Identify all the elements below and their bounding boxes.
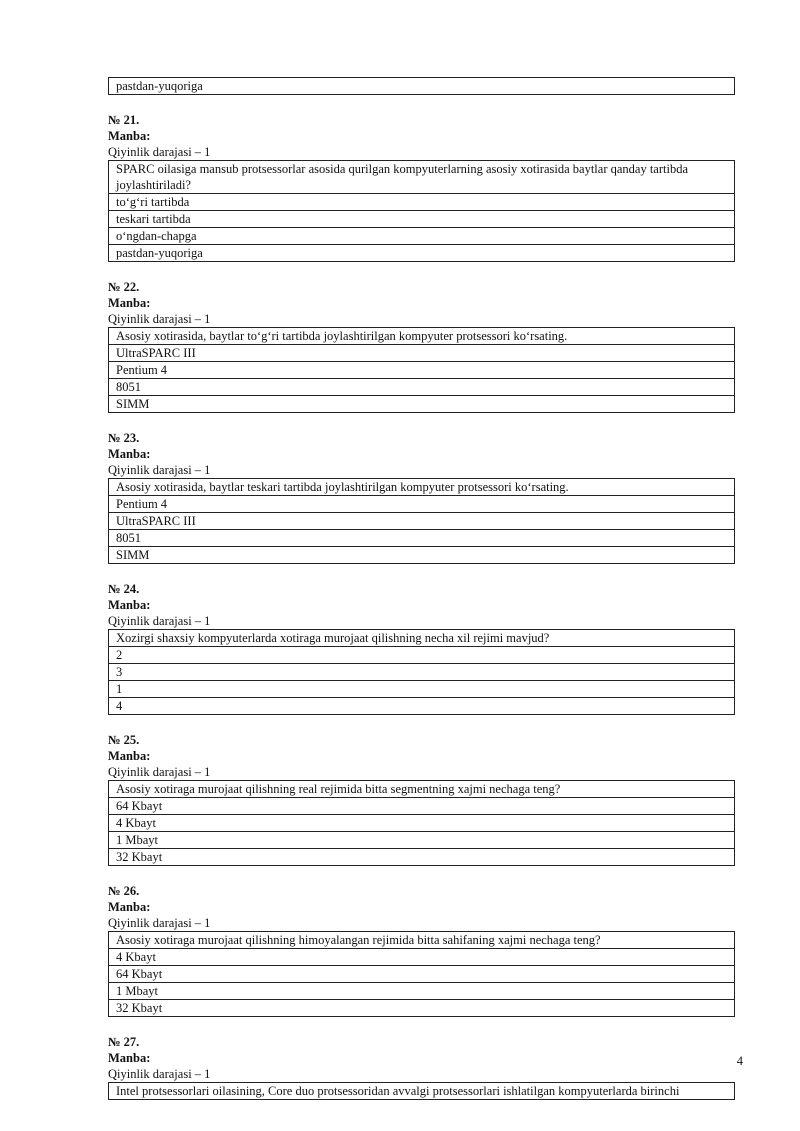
answer-option: SIMM (109, 547, 735, 564)
difficulty-level: Qiyinlik darajasi – 1 (108, 312, 211, 326)
table-row (109, 530, 735, 547)
question-text: Asosiy xotirasida, baytlar to‘g‘ri tartibda joylashtirilgan kompyuter protsessori ko‘rsating. (109, 328, 735, 345)
answer-option: 4 Kbayt (109, 815, 735, 832)
table-row (109, 396, 735, 413)
question-block (108, 883, 735, 1017)
table-row (109, 547, 735, 564)
question-table (108, 931, 735, 1017)
question-block (108, 279, 735, 413)
question-block (108, 112, 735, 262)
question-block (108, 732, 735, 866)
answer-option: 1 (109, 681, 735, 698)
question-text: SPARC oilasiga mansub protsessorlar asosida qurilgan kompyuterlarning asosiy xotirasida baytlar qanday tartibda joylashtiriladi? (109, 161, 735, 194)
table-row (109, 194, 735, 211)
answer-option: 2 (109, 647, 735, 664)
table-row (109, 832, 735, 849)
question-table (108, 327, 735, 413)
question-number: № 27. (108, 1035, 140, 1049)
table-row (109, 966, 735, 983)
question-text: Xozirgi shaxsiy kompyuterlarda xotiraga murojaat qilishning necha xil rejimi mavjud? (109, 630, 735, 647)
answer-option: UltraSPARC III (109, 345, 735, 362)
table-row (109, 949, 735, 966)
question-table (108, 1082, 735, 1100)
question-text: Intel protsessorlari oilasining, Core duo protsessoridan avvalgi protsessorlari ishlatilgan kompyuterlarda birinchi (109, 1083, 735, 1100)
table-row (109, 513, 735, 530)
difficulty-level: Qiyinlik darajasi – 1 (108, 765, 211, 779)
answer-option: 3 (109, 664, 735, 681)
answer-option: teskari tartibda (109, 211, 735, 228)
difficulty-level: Qiyinlik darajasi – 1 (108, 916, 211, 930)
answer-option: 4 Kbayt (109, 949, 735, 966)
table-row (109, 630, 735, 647)
question-text: Asosiy xotiraga murojaat qilishning real rejimida bitta segmentning xajmi nechaga teng? (109, 781, 735, 798)
question-block (108, 1034, 735, 1100)
question-source: Manba: (108, 900, 151, 914)
question-source: Manba: (108, 749, 151, 763)
answer-option: 32 Kbayt (109, 849, 735, 866)
table-row (109, 647, 735, 664)
question-source: Manba: (108, 296, 151, 310)
question-block (108, 430, 735, 564)
question-source: Manba: (108, 447, 151, 461)
question-number: № 26. (108, 884, 140, 898)
table-row (109, 781, 735, 798)
table-row (109, 479, 735, 496)
table-row (109, 345, 735, 362)
difficulty-level: Qiyinlik darajasi – 1 (108, 1067, 211, 1081)
difficulty-level: Qiyinlik darajasi – 1 (108, 145, 211, 159)
question-number: № 25. (108, 733, 140, 747)
answer-option: 8051 (109, 530, 735, 547)
question-source: Manba: (108, 598, 151, 612)
table-row (109, 1083, 735, 1100)
question-number: № 23. (108, 431, 140, 445)
table-row (109, 211, 735, 228)
answer-option: 32 Kbayt (109, 1000, 735, 1017)
table-row (109, 228, 735, 245)
table-row (109, 815, 735, 832)
difficulty-level: Qiyinlik darajasi – 1 (108, 614, 211, 628)
question-table (108, 780, 735, 866)
table-row (109, 698, 735, 715)
table-row (109, 328, 735, 345)
page-number: 4 (736, 1054, 743, 1068)
table-row (109, 798, 735, 815)
question-text: Asosiy xotiraga murojaat qilishning himoyalangan rejimida bitta sahifaning xajmi nechaga teng? (109, 932, 735, 949)
table-row (109, 849, 735, 866)
question-table (108, 160, 735, 262)
question-block (108, 581, 735, 715)
table-row (109, 983, 735, 1000)
question-source: Manba: (108, 1051, 151, 1065)
table-row (109, 78, 735, 95)
question-number: № 22. (108, 280, 140, 294)
table-row (109, 245, 735, 262)
top-fragment-table (108, 77, 735, 95)
table-row (109, 681, 735, 698)
answer-option: 1 Mbayt (109, 983, 735, 1000)
difficulty-level: Qiyinlik darajasi – 1 (108, 463, 211, 477)
question-table (108, 478, 735, 564)
questions-list (108, 112, 735, 1100)
question-number: № 24. (108, 582, 140, 596)
answer-option: o‘ngdan-chapga (109, 228, 735, 245)
answer-option: 1 Mbayt (109, 832, 735, 849)
question-number: № 21. (108, 113, 140, 127)
table-row (109, 161, 735, 194)
answer-option: 64 Kbayt (109, 798, 735, 815)
answer-option: Pentium 4 (109, 362, 735, 379)
table-row (109, 664, 735, 681)
answer-option: 4 (109, 698, 735, 715)
answer-option: UltraSPARC III (109, 513, 735, 530)
table-row (109, 1000, 735, 1017)
document-page (108, 77, 735, 1100)
answer-option: to‘g‘ri tartibda (109, 194, 735, 211)
table-row (109, 379, 735, 396)
answer-option: pastdan-yuqoriga (109, 245, 735, 262)
table-row (109, 496, 735, 513)
table-row (109, 932, 735, 949)
option-cell: pastdan-yuqoriga (109, 78, 735, 95)
question-text: Asosiy xotirasida, baytlar teskari tartibda joylashtirilgan kompyuter protsessori ko‘rsating. (109, 479, 735, 496)
answer-option: SIMM (109, 396, 735, 413)
question-source: Manba: (108, 129, 151, 143)
table-row (109, 362, 735, 379)
question-table (108, 629, 735, 715)
answer-option: 64 Kbayt (109, 966, 735, 983)
answer-option: Pentium 4 (109, 496, 735, 513)
answer-option: 8051 (109, 379, 735, 396)
